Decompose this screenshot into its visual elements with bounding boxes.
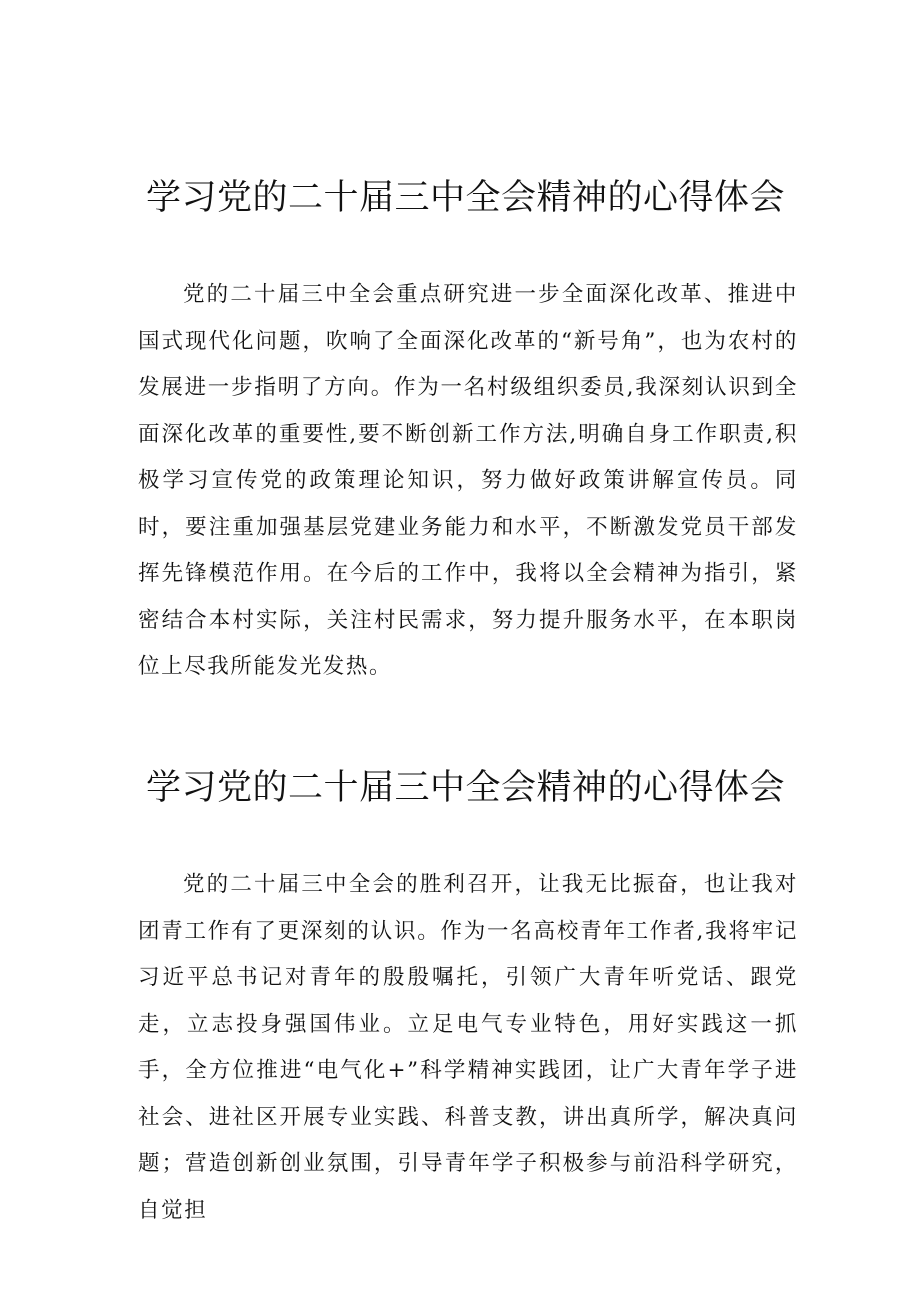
section-1-title: 学习党的二十届三中全会精神的心得体会 bbox=[146, 178, 786, 218]
section-2-title: 学习党的二十届三中全会精神的心得体会 bbox=[146, 768, 786, 808]
essay-section-2 bbox=[138, 762, 798, 1234]
section-2-body: 党的二十届三中全会的胜利召开，让我无比振奋，也让我对团青工作有了更深刻的认识。作为一名高校青年工作者,我将牢记习近平总书记对青年的殷殷嘱托，引领广大青年听党话、跟党走，立志投身强国伟业。立足电气专业特色，用好实践这一抓手，全方位推进“电气化+”科学精神实践团，让广大青年学子进社会、进社区开展专业实践、科普支教，讲出真所学，解决真问题；营造创新创业氛围，引导青年学子积极参与前沿科学研究，自觉担 bbox=[138, 872, 798, 1223]
section-1-body: 党的二十届三中全会重点研究进一步全面深化改革、推进中国式现代化问题，吹响了全面深化改革的“新号角”，也为农村的发展进一步指明了方向。作为一名村级组织委员,我深刻认识到全面深化改革的重要性,要不断创新工作方法,明确自身工作职责,积极学习宣传党的政策理论知识，努力做好政策讲解宣传员。同时，要注重加强基层党建业务能力和水平，不断激发党员干部发挥先锋模范作用。在今后的工作中，我将以全会精神为指引，紧密结合本村实际，关注村民需求，努力提升服务水平，在本职岗位上尽我所能发光发热。 bbox=[138, 282, 798, 679]
essay-section-1 bbox=[138, 172, 798, 691]
